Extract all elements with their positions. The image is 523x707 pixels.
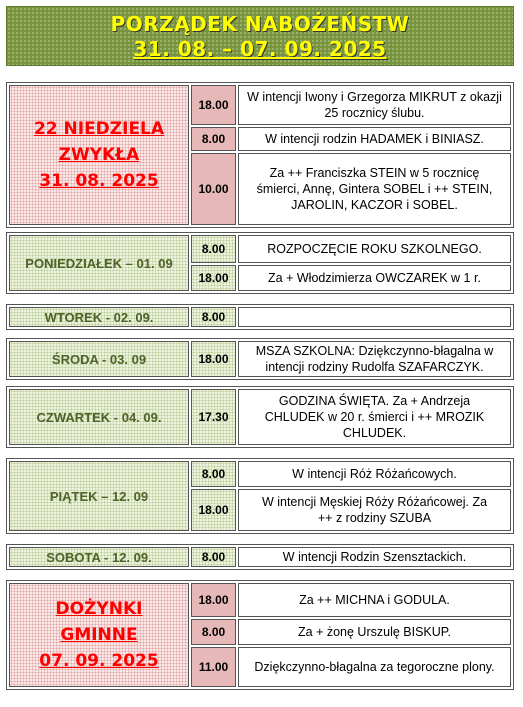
mass-intention: GODZINA ŚWIĘTA. Za + Andrzeja CHLUDEK w 20 r. śmierci i ++ MROZIK CHLUDEK.: [238, 389, 511, 445]
mass-row: [191, 307, 511, 327]
day-label-saturday: SOBOTA - 12. 09.: [9, 547, 189, 567]
day-block-thursday: [6, 386, 514, 448]
mass-time: 8.00: [191, 307, 236, 327]
mass-intention: W intencji Męskiej Róży Różańcowej. Za ++ z rodziny SZUBA: [238, 489, 511, 531]
mass-row: [191, 619, 511, 645]
day-label-tuesday: WTOREK - 02. 09.: [9, 307, 189, 327]
mass-row: [191, 489, 511, 531]
mass-intention: [238, 307, 511, 327]
mass-time: 10.00: [191, 153, 236, 225]
day-block-harvest: [6, 580, 514, 690]
day-block-tuesday: [6, 304, 514, 330]
day-label-line: 22 NIEDZIELA: [33, 119, 165, 139]
day-label-sunday: [9, 85, 189, 225]
mass-intention: W intencji Iwony i Grzegorza MIKRUT z okazji 25 rocznicy ślubu.: [238, 85, 511, 125]
mass-time: 18.00: [191, 583, 236, 617]
schedule-header: [6, 6, 514, 66]
mass-time: 8.00: [191, 619, 236, 645]
mass-row: [191, 153, 511, 225]
mass-row: [191, 127, 511, 151]
mass-intention: W intencji rodzin HADAMEK i BINIASZ.: [238, 127, 511, 151]
day-block-wednesday: [6, 338, 514, 380]
mass-row: [191, 235, 511, 263]
mass-time: 18.00: [191, 85, 236, 125]
mass-intention: ROZPOCZĘCIE ROKU SZKOLNEGO.: [238, 235, 511, 263]
mass-intention: W intencji Róż Różańcowych.: [238, 461, 511, 487]
day-label-line: ZWYKŁA: [58, 145, 140, 165]
mass-row: [191, 461, 511, 487]
day-label-line: GMINNE: [60, 625, 138, 645]
mass-intention: Za ++ Franciszka STEIN w 5 rocznicę śmierci, Annę, Gintera SOBEL i ++ STEIN, JAROLIN, KACZOR i SOBEL.: [238, 153, 511, 225]
day-block-sunday: [6, 82, 514, 228]
mass-time: 18.00: [191, 265, 236, 291]
mass-intention: MSZA SZKOLNA: Dziękczynno-błagalna w intencji rodziny Rudolfa SZAFARCZYK.: [238, 341, 511, 377]
mass-time: 8.00: [191, 547, 236, 567]
day-label-thursday: CZWARTEK - 04. 09.: [9, 389, 189, 445]
mass-intention: Za ++ MICHNA i GODULA.: [238, 583, 511, 617]
day-label-line: 31. 08. 2025: [39, 171, 159, 191]
mass-time: 18.00: [191, 341, 236, 377]
day-label-friday: PIĄTEK – 12. 09: [9, 461, 189, 531]
mass-time: 8.00: [191, 461, 236, 487]
day-block-saturday: [6, 544, 514, 570]
day-label-harvest: [9, 583, 189, 687]
mass-time: 8.00: [191, 127, 236, 151]
day-label-monday: PONIEDZIAŁEK – 01. 09: [9, 235, 189, 291]
day-label-line: DOŻYNKI: [55, 599, 143, 619]
day-label-wednesday: ŚRODA - 03. 09: [9, 341, 189, 377]
mass-row: [191, 647, 511, 687]
mass-row: [191, 547, 511, 567]
mass-time: 11.00: [191, 647, 236, 687]
mass-row: [191, 341, 511, 377]
mass-intention: Dziękczynno-błagalna za tegoroczne plony.: [238, 647, 511, 687]
mass-time: 18.00: [191, 489, 236, 531]
day-block-friday: [6, 458, 514, 534]
day-label-line: 07. 09. 2025: [39, 651, 159, 671]
mass-intention: Za + żonę Urszulę BISKUP.: [238, 619, 511, 645]
mass-time: 8.00: [191, 235, 236, 263]
mass-row: [191, 583, 511, 617]
mass-intention: W intencji Rodzin Szensztackich.: [238, 547, 511, 567]
schedule-title: PORZĄDEK NABOŻEŃSTW: [110, 12, 410, 36]
mass-time: 17.30: [191, 389, 236, 445]
schedule-dates: 31. 08. – 07. 09. 2025: [133, 37, 387, 61]
day-block-monday: [6, 232, 514, 294]
mass-row: [191, 85, 511, 125]
mass-intention: Za + Włodzimierza OWCZAREK w 1 r.: [238, 265, 511, 291]
mass-row: [191, 265, 511, 291]
mass-row: [191, 389, 511, 445]
